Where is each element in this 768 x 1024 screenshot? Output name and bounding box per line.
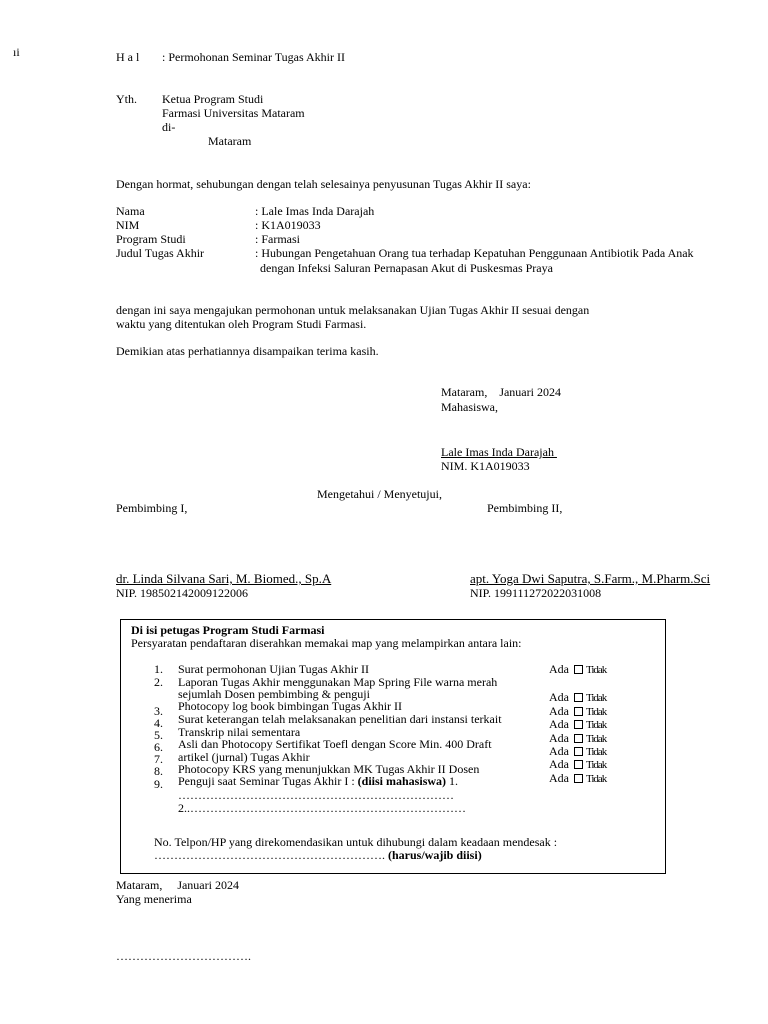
item-text: Transkrip nilai sementara [178, 725, 301, 739]
item-number: 3. [154, 704, 163, 718]
item-number: 2. [154, 675, 163, 689]
checkbox-icon[interactable] [574, 774, 583, 783]
item-text: Asli dan Photocopy Sertifikat Toefl dengan Score Min. 400 Draft [178, 737, 492, 751]
item-text: Photocopy KRS yang menunjukkan MK Tugas Akhir II Dosen [178, 762, 480, 776]
item-number: 4. [154, 716, 163, 730]
ada-tidak-option: Ada Tidak [549, 704, 607, 718]
supervisor2-name: apt. Yoga Dwi Saputra, S.Farm., M.Pharm.Sci [470, 571, 711, 586]
item-number: 6. [154, 740, 163, 754]
body-line: waktu yang ditentukan oleh Program Studi Farmasi. [116, 317, 367, 331]
recipient-line: di- [162, 120, 176, 134]
body-line: dengan ini saya mengajukan permohonan untuk melaksanakan Ujian Tugas Akhir II sesuai dengan [116, 303, 590, 317]
item-text: Penguji saat Seminar Tugas Akhir I : (diisi mahasiswa) 1. [178, 774, 459, 788]
receiver-label: Yang menerima [116, 892, 192, 906]
field-label: Program Studi [116, 232, 186, 246]
field-value: : K1A019033 [255, 218, 321, 232]
supervisor2-label: Pembimbing II, [487, 501, 563, 515]
examiner-line-2: 2..…………………………………………………………… [178, 801, 466, 815]
item-number: 9. [154, 777, 163, 791]
item-text: Photocopy log book bimbingan Tugas Akhir II [178, 699, 403, 713]
recipient-line: Ketua Program Studi [162, 92, 264, 106]
field-label: NIM [116, 218, 140, 232]
checkbox-icon[interactable] [574, 747, 583, 756]
item-text: Surat keterangan telah melaksanakan penelitian dari instansi terkait [178, 712, 502, 726]
supervisor1-label: Pembimbing I, [116, 501, 188, 515]
receiver-place-date: Mataram, Januari 2024 [116, 878, 239, 892]
recipient-line: Farmasi Universitas Mataram [162, 106, 305, 120]
item-text-continued: sejumlah Dosen pembimbing & penguji [178, 687, 370, 701]
item-number: 1. [154, 662, 163, 676]
box-subtitle: Persyaratan pendaftaran diserahkan memakai map yang melampirkan antara lain: [131, 636, 522, 650]
ada-tidak-option: Ada Tidak [549, 731, 607, 745]
student-nim: NIM. K1A019033 [441, 459, 530, 473]
receiver-signature-line: ……………………………. [116, 949, 251, 963]
approval-label: Mengetahui / Menyetujui, [317, 487, 442, 501]
student-name: Lale Imas Inda Darajah [441, 445, 557, 459]
field-value: : Farmasi [255, 232, 300, 246]
corner-mark: ıi [13, 45, 20, 59]
item-text: Surat permohonan Ujian Tugas Akhir II [178, 662, 369, 676]
box-title: Di isi petugas Program Studi Farmasi [131, 623, 325, 637]
place-date: Mataram, Januari 2024 [441, 385, 561, 399]
field-label: Nama [116, 204, 145, 218]
hal-label: H a l [116, 50, 140, 64]
field-value: : Hubungan Pengetahuan Orang tua terhadap Kepatuhan Penggunaan Antibiotik Pada Anak [255, 246, 694, 260]
ada-tidak-option: Ada Tidak [549, 717, 607, 731]
field-label: Judul Tugas Akhir [116, 246, 205, 260]
field-value-continued: dengan Infeksi Saluran Pernapasan Akut di Puskesmas Praya [260, 261, 553, 275]
ada-tidak-option: Ada Tidak [549, 771, 607, 785]
item-number: 7. [154, 752, 163, 766]
ada-tidak-option: Ada Tidak [549, 757, 607, 771]
checkbox-icon[interactable] [574, 734, 583, 743]
checkbox-icon[interactable] [574, 720, 583, 729]
checkbox-icon[interactable] [574, 707, 583, 716]
ada-tidak-option: Ada Tidak [549, 690, 607, 704]
supervisor1-name: dr. Linda Silvana Sari, M. Biomed., Sp.A [116, 571, 332, 586]
recipient-line: Mataram [208, 134, 252, 148]
hal-value: : Permohonan Seminar Tugas Akhir II [162, 50, 345, 64]
phone-field: …………………………………………………. (harus/wajib diisi) [154, 848, 482, 862]
opening-paragraph: Dengan hormat, sehubungan dengan telah selesainya penyusunan Tugas Akhir II saya: [116, 177, 531, 191]
student-role: Mahasiswa, [441, 400, 498, 414]
supervisor2-nip: NIP. 199111272022031008 [470, 586, 602, 600]
ada-tidak-option: Ada Tidak [549, 662, 607, 676]
checkbox-icon[interactable] [574, 665, 583, 674]
checkbox-icon[interactable] [574, 760, 583, 769]
field-value: : Lale Imas Inda Darajah [255, 204, 375, 218]
ada-tidak-option: Ada Tidak [549, 744, 607, 758]
item-number: 5. [154, 728, 163, 742]
item-text: Laporan Tugas Akhir menggunakan Map Spring File warna merah [178, 675, 498, 689]
item-text-continued: artikel (jurnal) Tugas Akhir [178, 750, 310, 764]
checkbox-icon[interactable] [574, 693, 583, 702]
examiner-line-1: …………………………………………………………… [178, 788, 454, 802]
yth-label: Yth. [116, 92, 137, 106]
item-number: 8. [154, 764, 163, 778]
phone-label: No. Telpon/HP yang direkomendasikan untuk dihubungi dalam keadaan mendesak : [154, 835, 558, 849]
supervisor1-nip: NIP. 198502142009122006 [116, 586, 249, 600]
closing-line: Demikian atas perhatiannya disampaikan terima kasih. [116, 344, 379, 358]
